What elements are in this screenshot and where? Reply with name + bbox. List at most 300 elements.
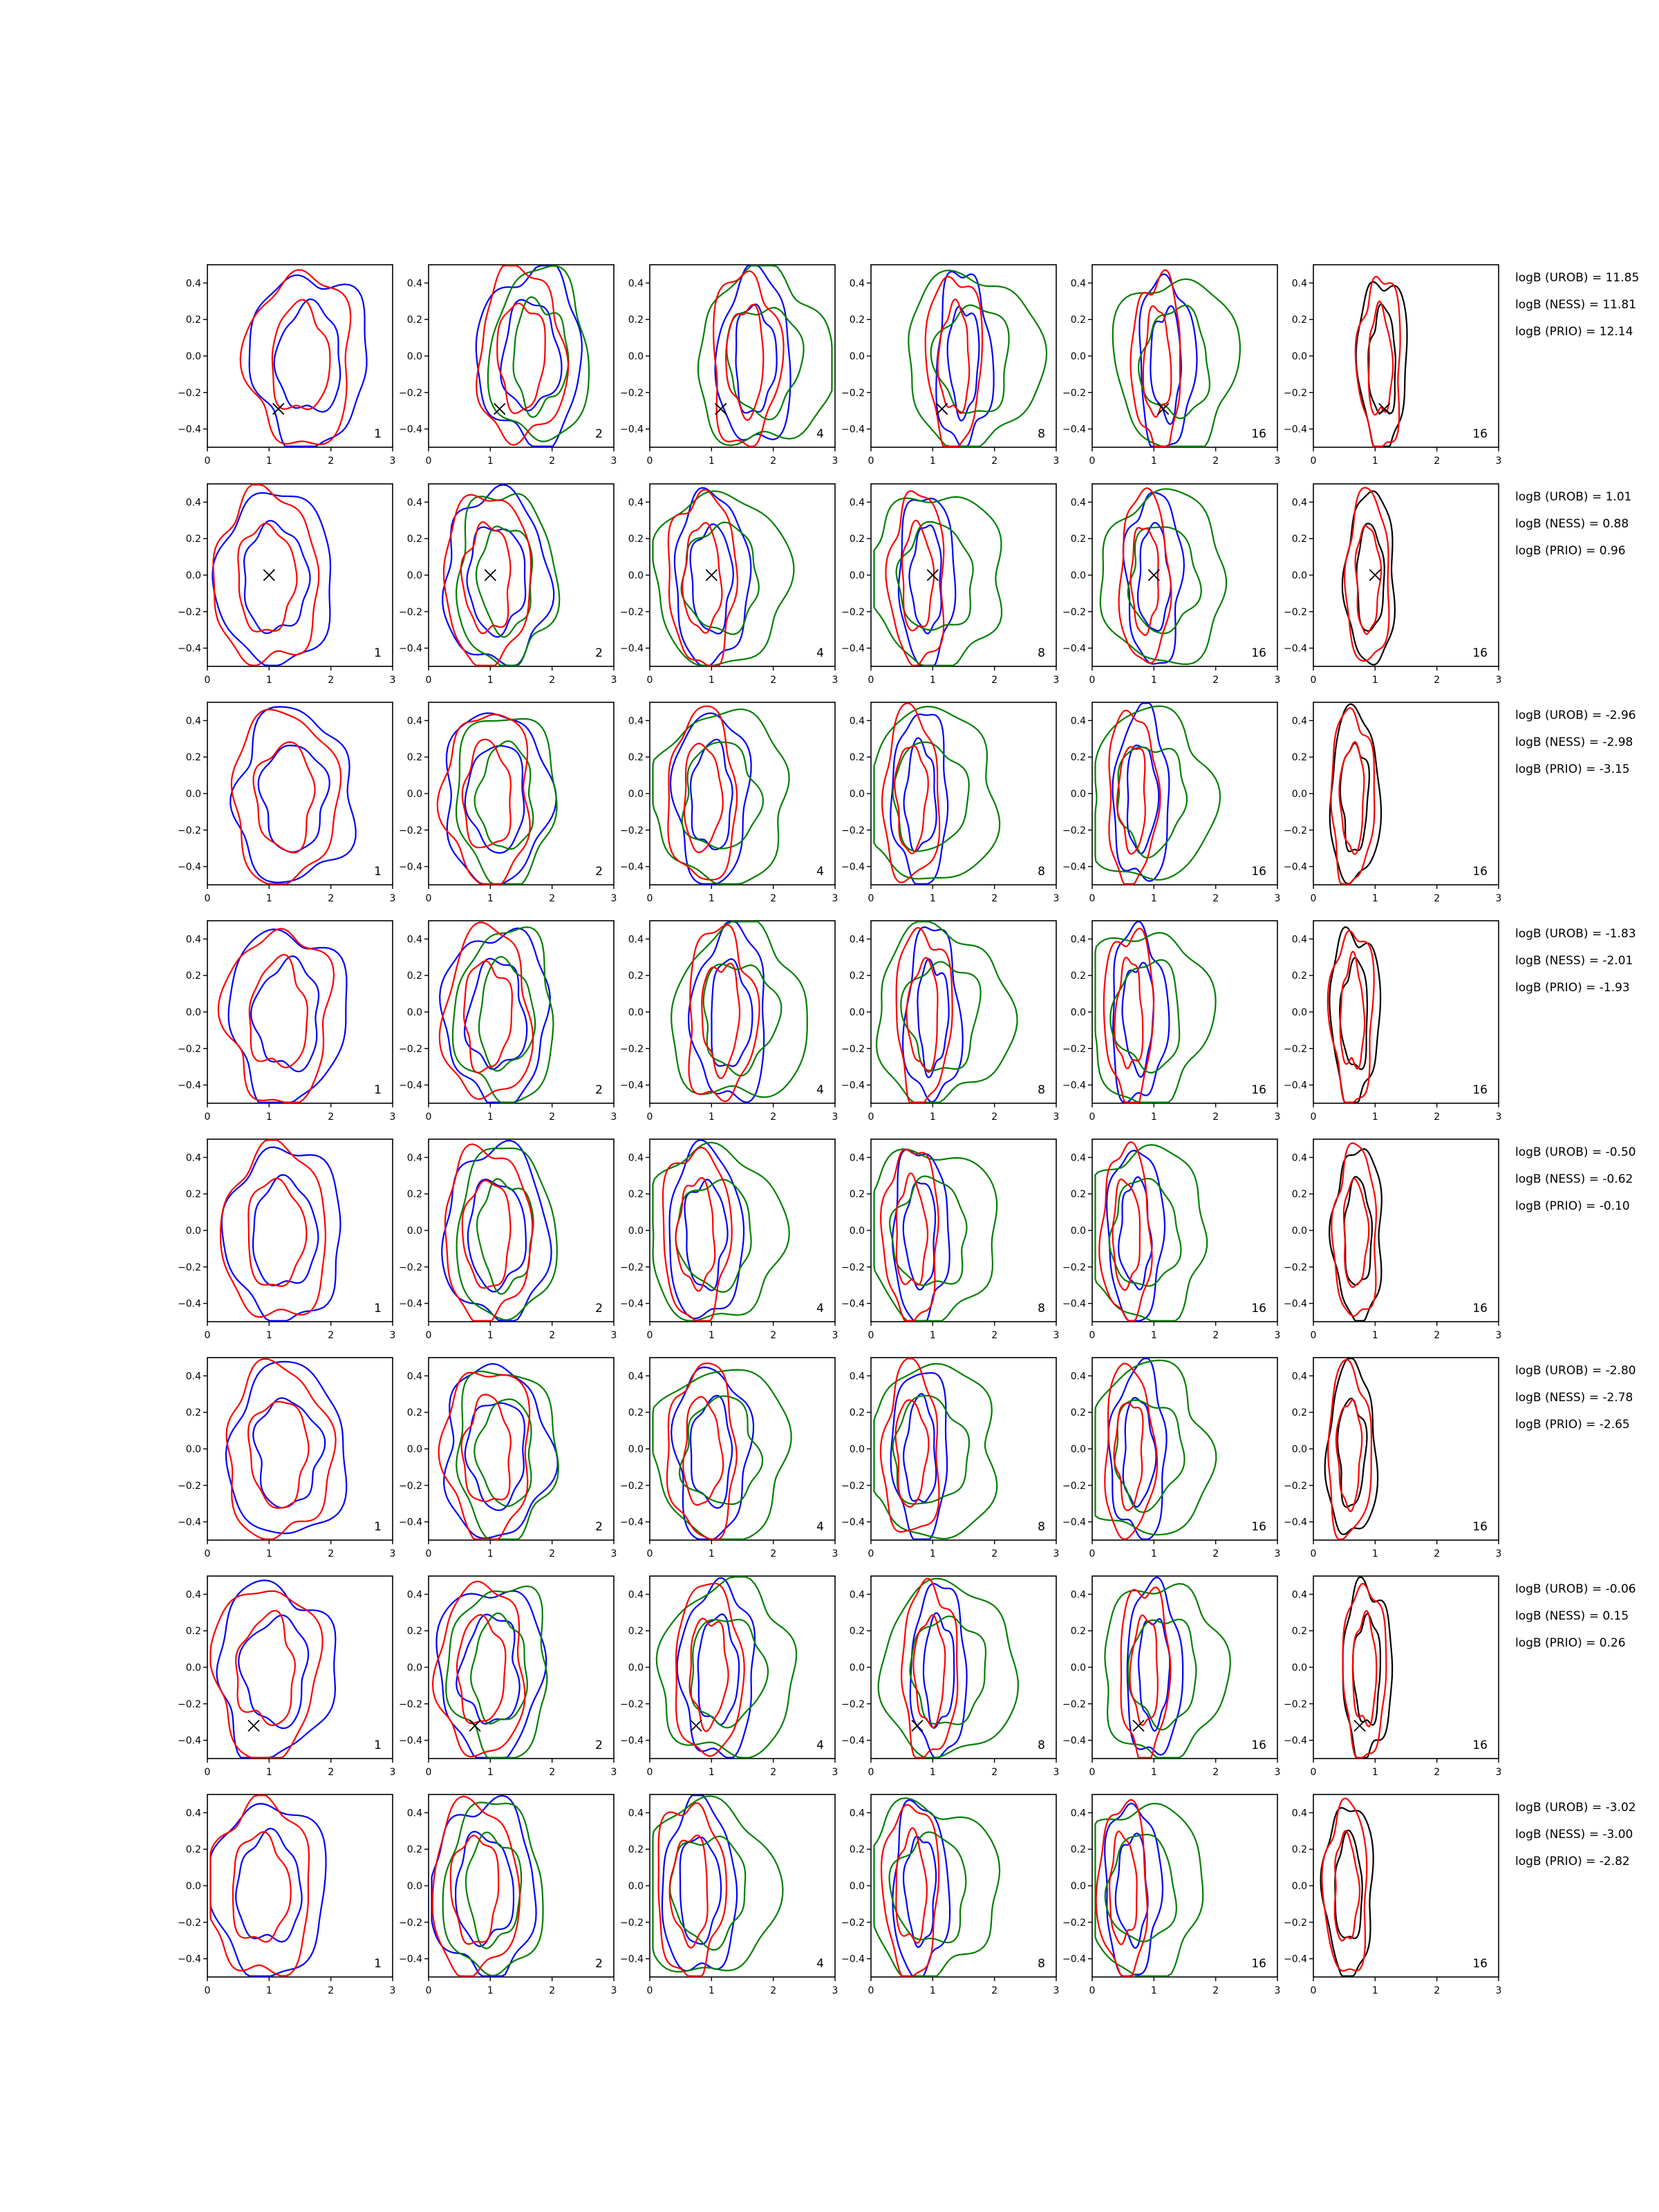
x-tick-label: 1 [265, 1330, 272, 1341]
y-tick-label: 0.2 [1291, 971, 1307, 982]
x-tick-label: 2 [991, 1985, 998, 1996]
y-tick-label: 0.4 [1070, 1808, 1086, 1819]
y-tick-label: −0.2 [620, 1480, 644, 1492]
x-tick-label: 2 [549, 1767, 556, 1778]
y-tick-label: 0.0 [628, 570, 644, 581]
x-tick-label: 3 [832, 1112, 838, 1123]
x-tick-label: 1 [708, 1330, 715, 1341]
panel-number-label: 8 [1038, 1302, 1045, 1315]
panel-number-label: 1 [374, 1302, 382, 1315]
y-tick-label: 0.2 [628, 971, 644, 982]
y-tick-label: 0.2 [1291, 315, 1307, 326]
y-tick-label: −0.4 [620, 1517, 644, 1528]
y-tick-label: 0.4 [628, 934, 644, 946]
x-tick-label: 0 [1310, 456, 1317, 467]
y-tick-label: −0.4 [1284, 1298, 1307, 1310]
panel-r7-c2 [399, 1576, 617, 1778]
panel-number-label: 1 [374, 1520, 382, 1534]
x-tick-label: 1 [1150, 1767, 1157, 1778]
y-tick-label: 0.2 [849, 971, 865, 982]
y-tick-label: 0.2 [1070, 1626, 1086, 1638]
x-tick-label: 1 [265, 1548, 272, 1559]
x-tick-label: 1 [1371, 456, 1378, 467]
panel-number-label: 2 [595, 1302, 603, 1315]
y-tick-label: 0.4 [1291, 1808, 1307, 1819]
y-tick-label: −0.4 [1062, 1517, 1086, 1528]
y-tick-label: −0.2 [1062, 1917, 1086, 1929]
y-tick-label: −0.2 [178, 1698, 201, 1710]
y-tick-label: −0.2 [178, 1917, 201, 1929]
y-tick-label: 0.4 [628, 1808, 644, 1819]
x-tick-label: 3 [610, 893, 617, 904]
y-tick-label: −0.2 [399, 1480, 422, 1492]
y-tick-label: 0.2 [1070, 534, 1086, 545]
panel-r1-c6 [1284, 265, 1501, 467]
y-tick-label: 0.2 [406, 1407, 422, 1419]
y-tick-label: −0.4 [620, 424, 644, 435]
panel-r2-c6 [1284, 484, 1501, 686]
y-tick-label: 0.0 [849, 789, 865, 800]
panel-r8-c1 [178, 1794, 395, 1996]
y-tick-label: 0.2 [406, 752, 422, 764]
x-tick-label: 3 [610, 1985, 617, 1996]
y-tick-label: −0.2 [178, 825, 201, 836]
panel-r5-c5 [1062, 1139, 1280, 1341]
y-tick-label: −0.4 [841, 1517, 865, 1528]
y-tick-label: 0.4 [1070, 278, 1086, 290]
panel-r6-c5 [1062, 1358, 1280, 1559]
panel-r4-c5 [1062, 921, 1280, 1123]
panel-number-label: 16 [1472, 1957, 1488, 1971]
y-tick-label: 0.0 [849, 1007, 865, 1018]
x-tick-label: 2 [991, 893, 998, 904]
y-tick-label: 0.0 [1070, 1007, 1086, 1018]
x-tick-label: 2 [549, 1112, 556, 1123]
y-tick-label: 0.0 [1291, 1007, 1307, 1018]
x-tick-label: 3 [832, 675, 838, 686]
panel-number-label: 16 [1251, 865, 1266, 879]
y-tick-label: −0.4 [841, 424, 865, 435]
y-tick-label: −0.4 [841, 1298, 865, 1310]
panel-number-label: 16 [1251, 646, 1266, 660]
x-tick-label: 3 [610, 675, 617, 686]
y-tick-label: 0.0 [1070, 570, 1086, 581]
logb-annotation: logB (NESS) = -3.00 [1515, 1828, 1633, 1841]
x-tick-label: 1 [708, 1767, 715, 1778]
x-tick-label: 0 [646, 456, 653, 467]
x-tick-label: 3 [1495, 1112, 1502, 1123]
x-tick-label: 2 [991, 1767, 998, 1778]
y-tick-label: 0.2 [849, 1626, 865, 1638]
y-tick-label: 0.0 [849, 570, 865, 581]
x-tick-label: 0 [868, 1985, 874, 1996]
x-tick-label: 2 [549, 1985, 556, 1996]
y-tick-label: 0.4 [1070, 934, 1086, 946]
panel-r4-c1 [178, 921, 395, 1123]
y-tick-label: −0.2 [620, 387, 644, 399]
logb-annotation: logB (PRIO) = -2.82 [1515, 1855, 1630, 1868]
y-tick-label: 0.4 [628, 1371, 644, 1382]
x-tick-label: 3 [832, 1767, 838, 1778]
y-tick-label: −0.2 [1284, 825, 1307, 836]
y-tick-label: −0.4 [399, 643, 422, 655]
x-tick-label: 0 [204, 1112, 211, 1123]
x-tick-label: 3 [1495, 456, 1502, 467]
y-tick-label: −0.4 [1284, 861, 1307, 873]
x-tick-label: 0 [204, 1548, 211, 1559]
x-tick-label: 2 [1434, 1767, 1441, 1778]
x-tick-label: 2 [1212, 1767, 1219, 1778]
x-tick-label: 1 [265, 456, 272, 467]
logb-annotation: logB (NESS) = -2.78 [1515, 1391, 1633, 1405]
x-tick-label: 3 [610, 1767, 617, 1778]
y-tick-label: −0.4 [1062, 1298, 1086, 1310]
x-tick-label: 1 [929, 1985, 936, 1996]
y-tick-label: 0.0 [1070, 1881, 1086, 1892]
y-tick-label: 0.4 [1291, 278, 1307, 290]
x-tick-label: 2 [1434, 456, 1441, 467]
logb-annotation: logB (UROB) = 1.01 [1515, 490, 1632, 504]
panel-frame [650, 702, 835, 885]
x-tick-label: 3 [389, 1330, 396, 1341]
logb-annotation: logB (UROB) = -1.83 [1515, 927, 1636, 941]
y-tick-label: 0.2 [1291, 1844, 1307, 1856]
panel-frame [1313, 702, 1499, 885]
y-tick-label: 0.2 [849, 1844, 865, 1856]
y-tick-label: 0.4 [849, 934, 865, 946]
y-tick-label: 0.2 [849, 1407, 865, 1419]
y-tick-label: 0.0 [406, 1881, 422, 1892]
x-tick-label: 2 [991, 1330, 998, 1341]
x-tick-label: 0 [646, 1330, 653, 1341]
x-tick-label: 2 [770, 1548, 777, 1559]
x-tick-label: 3 [1274, 1330, 1281, 1341]
x-tick-label: 3 [1495, 893, 1502, 904]
y-tick-label: 0.4 [628, 278, 644, 290]
x-tick-label: 0 [1089, 675, 1096, 686]
y-tick-label: −0.4 [399, 1298, 422, 1310]
x-tick-label: 1 [487, 1767, 494, 1778]
y-tick-label: −0.4 [841, 1735, 865, 1747]
y-tick-label: 0.0 [406, 789, 422, 800]
y-tick-label: 0.4 [1070, 497, 1086, 509]
panel-r3-c3 [620, 702, 838, 904]
y-tick-label: −0.2 [178, 1480, 201, 1492]
y-tick-label: 0.2 [406, 971, 422, 982]
x-tick-label: 3 [832, 456, 838, 467]
x-tick-label: 2 [1212, 893, 1219, 904]
panel-number-label: 16 [1472, 1083, 1488, 1097]
x-tick-label: 3 [1053, 675, 1060, 686]
x-tick-label: 1 [265, 1767, 272, 1778]
panel-r1-c2 [399, 265, 617, 467]
y-tick-label: 0.0 [1291, 351, 1307, 362]
x-tick-label: 2 [549, 1548, 556, 1559]
y-tick-label: 0.0 [1291, 1226, 1307, 1237]
x-tick-label: 2 [549, 893, 556, 904]
x-tick-label: 1 [1150, 1330, 1157, 1341]
y-tick-label: 0.4 [1070, 1371, 1086, 1382]
y-tick-label: 0.2 [185, 752, 201, 764]
x-tick-label: 3 [1053, 1548, 1060, 1559]
panel-frame [871, 1794, 1056, 1977]
y-tick-label: −0.4 [399, 1080, 422, 1091]
y-tick-label: 0.0 [1291, 1881, 1307, 1892]
panel-r4-c2 [399, 921, 617, 1123]
x-tick-label: 3 [1274, 1985, 1281, 1996]
panel-number-label: 2 [595, 1738, 603, 1752]
x-tick-label: 3 [1495, 1767, 1502, 1778]
panel-frame [1092, 1576, 1277, 1759]
x-tick-label: 3 [610, 456, 617, 467]
y-tick-label: 0.0 [628, 1881, 644, 1892]
logb-annotation: logB (PRIO) = 12.14 [1515, 325, 1633, 339]
y-tick-label: 0.4 [1291, 715, 1307, 727]
y-tick-label: 0.2 [628, 752, 644, 764]
y-tick-label: −0.2 [841, 387, 865, 399]
y-tick-label: 0.4 [1291, 934, 1307, 946]
x-tick-label: 3 [389, 675, 396, 686]
x-tick-label: 2 [770, 1767, 777, 1778]
y-tick-label: −0.4 [178, 1735, 201, 1747]
x-tick-label: 0 [425, 1330, 432, 1341]
x-tick-label: 3 [1274, 1767, 1281, 1778]
y-tick-label: −0.2 [1062, 1480, 1086, 1492]
x-tick-label: 1 [1150, 1985, 1157, 1996]
panel-r1-c4 [841, 265, 1059, 467]
y-tick-label: −0.2 [620, 606, 644, 618]
panel-r6-c1 [178, 1358, 395, 1559]
logb-annotation: logB (NESS) = -2.01 [1515, 954, 1633, 968]
x-tick-label: 1 [929, 456, 936, 467]
panel-r5-c1 [178, 1139, 395, 1341]
y-tick-label: 0.0 [1291, 789, 1307, 800]
y-tick-label: −0.4 [841, 1080, 865, 1091]
panel-r5-c3 [620, 1139, 838, 1341]
y-tick-label: 0.2 [628, 1407, 644, 1419]
y-tick-label: 0.4 [849, 715, 865, 727]
x-tick-label: 2 [1212, 1985, 1219, 1996]
panel-number-label: 2 [595, 865, 603, 879]
x-tick-label: 1 [1150, 1112, 1157, 1123]
y-tick-label: −0.2 [1284, 1043, 1307, 1055]
panel-number-label: 8 [1038, 1738, 1045, 1752]
y-tick-label: 0.0 [849, 1444, 865, 1455]
y-tick-label: −0.4 [1284, 424, 1307, 435]
y-tick-label: 0.0 [1291, 1662, 1307, 1674]
y-tick-label: 0.0 [406, 1662, 422, 1674]
y-tick-label: 0.4 [406, 715, 422, 727]
panel-frame [1092, 921, 1277, 1103]
x-tick-label: 3 [1495, 1985, 1502, 1996]
x-tick-label: 3 [1053, 456, 1060, 467]
y-tick-label: −0.4 [841, 861, 865, 873]
y-tick-label: 0.4 [185, 1589, 201, 1601]
y-tick-label: −0.4 [620, 1298, 644, 1310]
x-tick-label: 2 [328, 675, 335, 686]
y-tick-label: 0.2 [185, 1407, 201, 1419]
x-tick-label: 1 [487, 893, 494, 904]
panel-frame [871, 1576, 1056, 1759]
panel-r8-c2 [399, 1794, 617, 1996]
x-tick-label: 2 [328, 893, 335, 904]
x-tick-label: 0 [425, 675, 432, 686]
x-tick-label: 2 [991, 456, 998, 467]
y-tick-label: −0.4 [1284, 1735, 1307, 1747]
panel-number-label: 16 [1472, 646, 1488, 660]
y-tick-label: 0.2 [185, 534, 201, 545]
y-tick-label: 0.0 [406, 351, 422, 362]
panel-r2-c1 [178, 484, 395, 686]
x-tick-label: 1 [1371, 1767, 1378, 1778]
y-tick-label: −0.2 [841, 1043, 865, 1055]
y-tick-label: 0.2 [1070, 752, 1086, 764]
y-tick-label: −0.4 [620, 1735, 644, 1747]
x-tick-label: 0 [425, 456, 432, 467]
x-tick-label: 2 [1434, 675, 1441, 686]
panel-r2-c2 [399, 484, 617, 686]
panel-frame [207, 702, 393, 885]
x-tick-label: 2 [549, 456, 556, 467]
y-tick-label: −0.2 [841, 1917, 865, 1929]
y-tick-label: 0.0 [628, 1007, 644, 1018]
y-tick-label: 0.4 [628, 1152, 644, 1164]
x-tick-label: 1 [1150, 1548, 1157, 1559]
panel-frame [650, 265, 835, 447]
y-tick-label: −0.2 [399, 1043, 422, 1055]
y-tick-label: 0.0 [185, 1662, 201, 1674]
panel-frame [1313, 484, 1499, 666]
x-tick-label: 1 [487, 1985, 494, 1996]
y-tick-label: 0.4 [185, 278, 201, 290]
panel-frame [871, 1358, 1056, 1540]
y-tick-label: 0.2 [1070, 971, 1086, 982]
panel-number-label: 16 [1472, 1520, 1488, 1534]
y-tick-label: 0.4 [849, 1371, 865, 1382]
y-tick-label: 0.0 [849, 1662, 865, 1674]
x-tick-label: 2 [991, 675, 998, 686]
x-tick-label: 1 [708, 893, 715, 904]
y-tick-label: 0.4 [406, 1589, 422, 1601]
x-tick-label: 3 [832, 1985, 838, 1996]
y-tick-label: 0.4 [849, 1589, 865, 1601]
y-tick-label: 0.2 [406, 534, 422, 545]
y-tick-label: 0.2 [1070, 1844, 1086, 1856]
y-tick-label: 0.0 [1291, 570, 1307, 581]
x-tick-label: 0 [425, 1767, 432, 1778]
x-tick-label: 2 [1212, 675, 1219, 686]
y-tick-label: −0.2 [841, 1480, 865, 1492]
panel-r5-c6 [1284, 1139, 1501, 1341]
panel-r2-c3 [620, 484, 838, 686]
panel-frame [207, 1139, 393, 1322]
y-tick-label: 0.4 [628, 1589, 644, 1601]
x-tick-label: 0 [868, 1548, 874, 1559]
y-tick-label: 0.2 [1070, 1189, 1086, 1201]
y-tick-label: −0.2 [178, 1262, 201, 1273]
panel-r5-c4 [841, 1139, 1059, 1341]
x-tick-label: 3 [832, 1330, 838, 1341]
y-tick-label: −0.4 [1284, 1080, 1307, 1091]
y-tick-label: 0.4 [1070, 1152, 1086, 1164]
y-tick-label: 0.0 [185, 570, 201, 581]
panel-number-label: 4 [816, 1083, 824, 1097]
panel-r1-c5 [1062, 265, 1280, 467]
y-tick-label: 0.2 [1291, 1626, 1307, 1638]
x-tick-label: 1 [929, 893, 936, 904]
y-tick-label: 0.2 [628, 534, 644, 545]
panel-number-label: 16 [1251, 1738, 1266, 1752]
y-tick-label: 0.0 [185, 789, 201, 800]
x-tick-label: 0 [425, 893, 432, 904]
panel-number-label: 1 [374, 427, 382, 441]
panel-r6-c3 [620, 1358, 838, 1559]
x-tick-label: 0 [1310, 1112, 1317, 1123]
panel-number-label: 16 [1251, 1083, 1266, 1097]
y-tick-label: −0.2 [620, 1043, 644, 1055]
x-tick-label: 0 [868, 456, 874, 467]
y-tick-label: 0.2 [628, 1844, 644, 1856]
y-tick-label: −0.2 [1062, 1262, 1086, 1273]
x-tick-label: 0 [204, 1985, 211, 1996]
panel-number-label: 16 [1472, 427, 1488, 441]
y-tick-label: 0.0 [1070, 1226, 1086, 1237]
x-tick-label: 2 [991, 1112, 998, 1123]
y-tick-label: 0.4 [1291, 1371, 1307, 1382]
x-tick-label: 3 [610, 1330, 617, 1341]
panel-frame [207, 265, 393, 447]
panel-r1-c3 [620, 265, 838, 467]
x-tick-label: 2 [770, 1112, 777, 1123]
panel-r3-c1 [178, 702, 395, 904]
x-tick-label: 3 [1053, 893, 1060, 904]
x-tick-label: 3 [1053, 1767, 1060, 1778]
y-tick-label: 0.2 [1070, 1407, 1086, 1419]
x-tick-label: 0 [204, 675, 211, 686]
panel-frame [429, 265, 614, 447]
y-tick-label: −0.4 [1284, 1517, 1307, 1528]
y-tick-label: 0.0 [628, 1444, 644, 1455]
x-tick-label: 1 [929, 1548, 936, 1559]
panel-number-label: 16 [1251, 427, 1266, 441]
panel-number-label: 16 [1472, 1302, 1488, 1315]
y-tick-label: −0.4 [620, 643, 644, 655]
panel-frame [871, 702, 1056, 885]
y-tick-label: 0.0 [406, 1226, 422, 1237]
y-tick-label: 0.2 [1291, 1407, 1307, 1419]
x-tick-label: 2 [1212, 1548, 1219, 1559]
y-tick-label: −0.4 [620, 1080, 644, 1091]
y-tick-label: 0.4 [185, 1371, 201, 1382]
x-tick-label: 1 [487, 675, 494, 686]
y-tick-label: 0.0 [406, 1007, 422, 1018]
x-tick-label: 3 [389, 893, 396, 904]
y-tick-label: 0.4 [849, 1808, 865, 1819]
panel-frame [1092, 484, 1277, 666]
logb-annotation: logB (PRIO) = -0.10 [1515, 1199, 1630, 1213]
logb-annotation: logB (PRIO) = -3.15 [1515, 762, 1630, 776]
y-tick-label: 0.2 [1291, 534, 1307, 545]
panel-number-label: 1 [374, 1738, 382, 1752]
y-tick-label: 0.0 [185, 1007, 201, 1018]
x-tick-label: 2 [1434, 1985, 1441, 1996]
y-tick-label: −0.4 [620, 1953, 644, 1965]
panel-r4-c4 [841, 921, 1059, 1123]
logb-annotation: logB (NESS) = -2.98 [1515, 735, 1633, 749]
panel-r3-c2 [399, 702, 617, 904]
panel-r3-c4 [841, 702, 1059, 904]
panel-number-label: 1 [374, 1083, 382, 1097]
